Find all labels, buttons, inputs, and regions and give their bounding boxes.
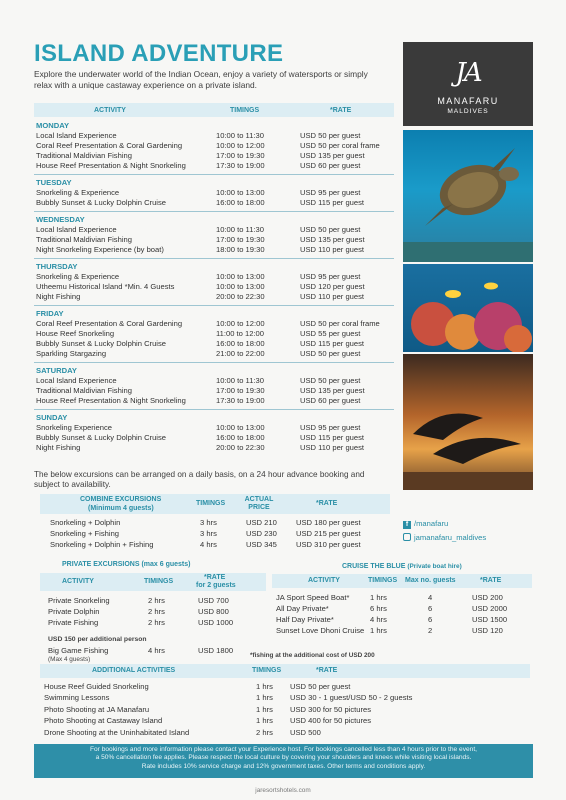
activity-timing: 10:00 to 12:00 — [216, 319, 265, 328]
private-activity: Private Fishing — [48, 618, 99, 627]
combine-row — [0, 518, 566, 528]
activity-timing: 10:00 to 11:30 — [216, 131, 264, 140]
activity-name: House Reef Presentation & Night Snorkeling — [36, 396, 186, 405]
activity-name: Traditional Maldivian Fishing — [36, 386, 132, 395]
turtle-photo — [403, 130, 533, 262]
activity-timing: 20:00 to 22:30 — [216, 443, 265, 452]
activity-timing: 17:30 to 19:00 — [216, 161, 265, 170]
combine-title: COMBINE EXCURSIONS — [80, 496, 162, 503]
activity-name: Traditional Maldivian Fishing — [36, 235, 132, 244]
activity-name: House Reef Presentation & Night Snorkeling — [36, 161, 186, 170]
ja-logo-mark: JA — [455, 58, 481, 88]
facebook-icon: f — [403, 521, 411, 529]
facebook-handle: /manafaru — [414, 519, 449, 528]
activity-timing: 10:00 to 13:00 — [216, 188, 265, 197]
day-label: FRIDAY — [36, 309, 64, 318]
activity-timing: 21:00 to 22:00 — [216, 349, 265, 358]
footer-line-2: a 50% cancellation fee applies. Please respect the local culture by covering your shoulders and knees while visiting local islands. — [95, 754, 472, 762]
activity-rate: USD 50 per guest — [300, 131, 361, 140]
additional-activity: Drone Shooting at the Uninhabitated Island — [44, 727, 190, 737]
instagram-handle: jamanafaru_maldives — [414, 533, 487, 542]
activity-rate: USD 50 per coral frame — [300, 141, 380, 150]
additional-col-timings: TIMINGS — [252, 667, 282, 674]
cruise-max-guests: 2 — [428, 626, 433, 635]
cruise-max-guests: 6 — [428, 615, 433, 624]
cruise-header-bar — [272, 574, 532, 588]
footer-line-1: For bookings and more information please contact your Experience host. For bookings cancelled less than 4 hours prior to the event, — [89, 746, 478, 753]
additional-activity: Photo Shooting at Castaway Island — [44, 716, 163, 726]
activity-name: Bubbly Sunset & Lucky Dolphin Cruise — [36, 339, 167, 348]
activity-name: Snorkeling & Experience — [36, 188, 120, 197]
turtle-illustration — [403, 130, 533, 262]
activity-timing: 16:00 to 18:00 — [216, 339, 265, 348]
activity-rate: USD 50 per guest — [300, 225, 361, 234]
dolphin-illustration — [403, 354, 533, 490]
activity-timing: 10:00 to 13:00 — [216, 272, 265, 281]
activity-rate: USD 115 per guest — [300, 339, 365, 348]
combine-rate: USD 180 per guest — [296, 518, 361, 527]
cruise-col-activity: ACTIVITY — [308, 577, 340, 584]
day-label: MONDAY — [36, 121, 70, 130]
cruise-title — [342, 563, 462, 570]
additional-timing: 1 hrs — [256, 704, 273, 714]
private-timing: 2 hrs — [148, 618, 165, 627]
private-title: PRIVATE EXCURSIONS (max 6 guests) — [62, 561, 191, 568]
page-title: ISLAND ADVENTURE — [34, 40, 284, 67]
dolphin-sunset-photo — [403, 354, 533, 490]
footer-line-3: Rate includes 10% service charge and 12% government taxes. Other terms and conditions apply. — [141, 762, 426, 770]
brand-logo-panel — [403, 42, 533, 126]
combine-rate: USD 310 per guest — [296, 540, 361, 549]
activity-timing: 17:00 to 19:30 — [216, 235, 265, 244]
day-separator — [34, 258, 394, 259]
combine-actual-price: USD 345 — [246, 540, 277, 549]
day-label: THURSDAY — [36, 262, 78, 271]
activity-name: Night Snorkeling Experience (by boat) — [36, 245, 164, 254]
activity-rate: USD 50 per guest — [300, 349, 361, 358]
activity-name: Utheemu Historical Island *Min. 4 Guests — [36, 282, 175, 291]
cruise-row — [0, 615, 566, 625]
day-label: SUNDAY — [36, 413, 68, 422]
activity-rate: USD 135 per guest — [300, 235, 365, 244]
activity-rate: USD 60 per guest — [300, 396, 361, 405]
private-activity: Private Dolphin — [48, 607, 100, 616]
combine-subtitle: (Minimum 4 guests) — [88, 505, 154, 512]
additional-activity: Photo Shooting at JA Manafaru — [44, 704, 150, 714]
additional-activity: House Reef Guided Snorkeling — [44, 682, 149, 691]
day-label: WEDNESDAY — [36, 215, 85, 224]
combine-actual-price: USD 230 — [246, 529, 277, 538]
cruise-col-rate: *RATE — [480, 577, 502, 584]
additional-row — [0, 693, 566, 703]
activity-name: Night Fishing — [36, 292, 81, 301]
cruise-rate: USD 1500 — [472, 615, 508, 624]
activity-timing: 18:00 to 19:30 — [216, 245, 265, 254]
activity-name: Snorkeling Experience — [36, 423, 112, 432]
cruise-title-main: CRUISE THE BLUE — [342, 563, 406, 570]
activity-timing: 11:00 to 12:00 — [216, 329, 264, 338]
combine-activity: Snorkeling + Fishing — [50, 529, 120, 538]
activity-rate: USD 115 per guest — [300, 198, 365, 207]
activity-timing: 10:00 to 13:00 — [216, 423, 265, 432]
activity-timing: 17:00 to 19:30 — [216, 151, 265, 160]
combine-activity: Snorkeling + Dolphin — [50, 518, 121, 527]
private-rate: USD 800 — [198, 607, 229, 616]
activity-timing: 16:00 to 18:00 — [216, 198, 265, 207]
activity-rate: USD 110 per guest — [300, 292, 365, 301]
activity-rate: USD 50 per coral frame — [300, 319, 380, 328]
cruise-max-guests: 4 — [428, 593, 433, 602]
additional-rate: USD 500 — [290, 727, 321, 737]
cruise-col-max: Max no. guests — [405, 577, 456, 584]
day-separator — [34, 174, 394, 175]
private-header-bar — [40, 573, 266, 591]
header-activity: ACTIVITY — [94, 106, 126, 114]
activity-name: Coral Reef Presentation & Coral Gardening — [36, 319, 183, 328]
cruise-max-guests: 6 — [428, 604, 433, 613]
activity-rate: USD 95 per guest — [300, 272, 361, 281]
activity-rate: USD 55 per guest — [300, 329, 361, 338]
cruise-activity: All Day Private* — [276, 604, 329, 613]
activity-rate: USD 50 per guest — [300, 376, 361, 385]
additional-row — [0, 728, 566, 738]
combine-header-bar — [40, 494, 390, 514]
day-separator — [34, 211, 394, 212]
combine-timing: 3 hrs — [200, 529, 217, 538]
activity-rate: USD 110 per guest — [300, 245, 365, 254]
activity-name: Night Fishing — [36, 443, 81, 452]
day-separator — [34, 305, 394, 306]
big-game-timing: 4 hrs — [148, 646, 165, 655]
day-separator — [34, 409, 394, 410]
private-rate: USD 1000 — [198, 618, 234, 627]
additional-rate: USD 50 per guest — [290, 682, 351, 691]
private-col-rate-sub: for 2 guests — [196, 582, 236, 589]
header-rate: *RATE — [330, 106, 352, 114]
cruise-col-timings: TIMINGS — [368, 577, 398, 584]
daily-excursion-note: The below excursions can be arranged on a daily basis, on a 24 hour advance booking and subject to availability. — [34, 470, 365, 490]
cruise-rate: USD 200 — [472, 593, 503, 602]
additional-rate: USD 400 for 50 pictures — [290, 716, 372, 726]
cruise-activity: Half Day Private* — [276, 615, 334, 624]
additional-timing: 1 hrs — [256, 682, 273, 691]
combine-col-timings: TIMINGS — [196, 500, 226, 507]
private-col-rate: *RATE — [204, 574, 226, 581]
additional-activity: Swimming Lessons — [44, 693, 110, 703]
website-link[interactable]: jaresortshotels.com — [255, 787, 311, 794]
additional-row — [0, 682, 566, 692]
activity-rate: USD 115 per guest — [300, 433, 365, 442]
activity-name: Traditional Maldivian Fishing — [36, 151, 132, 160]
combine-rate: USD 215 per guest — [296, 529, 361, 538]
cruise-title-sub: (Private boat hire) — [407, 563, 462, 570]
private-timing: 2 hrs — [148, 596, 165, 605]
day-label: SATURDAY — [36, 366, 77, 375]
activity-timing: 16:00 to 18:00 — [216, 433, 265, 442]
combine-row — [0, 540, 566, 550]
additional-title: ADDITIONAL ACTIVITIES — [92, 667, 176, 674]
cruise-timing: 1 hrs — [370, 593, 387, 602]
combine-row — [0, 529, 566, 539]
activity-name: Coral Reef Presentation & Coral Gardening — [36, 141, 183, 150]
activity-timing: 10:00 to 13:00 — [216, 282, 265, 291]
brand-name: MANAFARU — [437, 96, 499, 106]
activity-name: Bubbly Sunset & Lucky Dolphin Cruise — [36, 433, 167, 442]
activity-timing: 20:00 to 22:30 — [216, 292, 265, 301]
additional-timing: 2 hrs — [256, 727, 273, 737]
additional-rate: USD 30 - 1 guest/USD 50 - 2 guests — [290, 693, 413, 703]
combine-col-actual: ACTUAL PRICE — [244, 496, 274, 511]
header-timings: TIMINGS — [230, 106, 260, 114]
activity-name: Sparkling Stargazing — [36, 349, 107, 358]
big-game-sub: (Max 4 guests) — [48, 656, 91, 663]
activity-timing: 17:30 to 19:00 — [216, 396, 265, 405]
combine-col-rate: *RATE — [316, 500, 338, 507]
coral-photo — [403, 264, 533, 352]
activity-timing: 10:00 to 12:00 — [216, 141, 265, 150]
activity-rate: USD 110 per guest — [300, 443, 365, 452]
additional-col-rate: *RATE — [316, 667, 338, 674]
private-timing: 2 hrs — [148, 607, 165, 616]
combine-actual-price: USD 210 — [246, 518, 277, 527]
coral-illustration — [403, 264, 533, 352]
activity-timing: 10:00 to 11:30 — [216, 225, 264, 234]
cruise-row — [0, 604, 566, 614]
cruise-activity: JA Sport Speed Boat* — [276, 593, 350, 602]
activity-timing: 17:00 to 19:30 — [216, 386, 265, 395]
private-activity: Private Snorkeling — [48, 596, 110, 605]
cruise-activity: Sunset Love Dhoni Cruise — [276, 626, 365, 635]
activity-name: Local Island Experience — [36, 225, 117, 234]
cruise-note: *fishing at the additional cost of USD 200 — [250, 652, 375, 659]
schedule-header — [34, 103, 394, 117]
private-note: USD 150 per additional person — [48, 636, 147, 643]
activity-name: Bubbly Sunset & Lucky Dolphin Cruise — [36, 198, 167, 207]
additional-rate: USD 300 for 50 pictures — [290, 704, 372, 714]
cruise-row — [0, 626, 566, 636]
additional-row — [0, 705, 566, 715]
big-game-activity: Big Game Fishing — [48, 646, 109, 655]
footer-terms — [34, 744, 533, 778]
activity-rate: USD 95 per guest — [300, 188, 361, 197]
activity-name: Local Island Experience — [36, 376, 117, 385]
cruise-timing: 1 hrs — [370, 626, 387, 635]
combine-timing: 4 hrs — [200, 540, 217, 549]
additional-timing: 1 hrs — [256, 693, 273, 703]
additional-header-bar — [40, 664, 530, 678]
activity-name: House Reef Snorkeling — [36, 329, 115, 338]
private-rate: USD 700 — [198, 596, 229, 605]
cruise-row — [0, 593, 566, 603]
additional-row — [0, 716, 566, 726]
activity-rate: USD 135 per guest — [300, 386, 365, 395]
additional-timing: 1 hrs — [256, 716, 273, 726]
day-label: TUESDAY — [36, 178, 72, 187]
cruise-rate: USD 120 — [472, 626, 503, 635]
intro-text: Explore the underwater world of the Indian Ocean, enjoy a variety of watersports or simply relax with a unique castaway experience on a private island. — [34, 69, 368, 90]
activity-rate: USD 60 per guest — [300, 161, 361, 170]
activity-rate: USD 95 per guest — [300, 423, 361, 432]
activity-name: Snorkeling & Experience — [36, 272, 120, 281]
activity-rate: USD 120 per guest — [300, 282, 365, 291]
big-game-rate: USD 1800 — [198, 646, 234, 655]
cruise-rate: USD 2000 — [472, 604, 508, 613]
activity-rate: USD 135 per guest — [300, 151, 365, 160]
activity-name: Local Island Experience — [36, 131, 117, 140]
combine-timing: 3 hrs — [200, 518, 217, 527]
private-col-timings: TIMINGS — [144, 578, 174, 585]
combine-activity: Snorkeling + Dolphin + Fishing — [50, 540, 154, 549]
brand-sub: MALDIVES — [447, 108, 489, 115]
day-separator — [34, 362, 394, 363]
cruise-timing: 6 hrs — [370, 604, 387, 613]
cruise-timing: 4 hrs — [370, 615, 387, 624]
activity-timing: 10:00 to 11:30 — [216, 376, 264, 385]
private-col-activity: ACTIVITY — [62, 578, 94, 585]
